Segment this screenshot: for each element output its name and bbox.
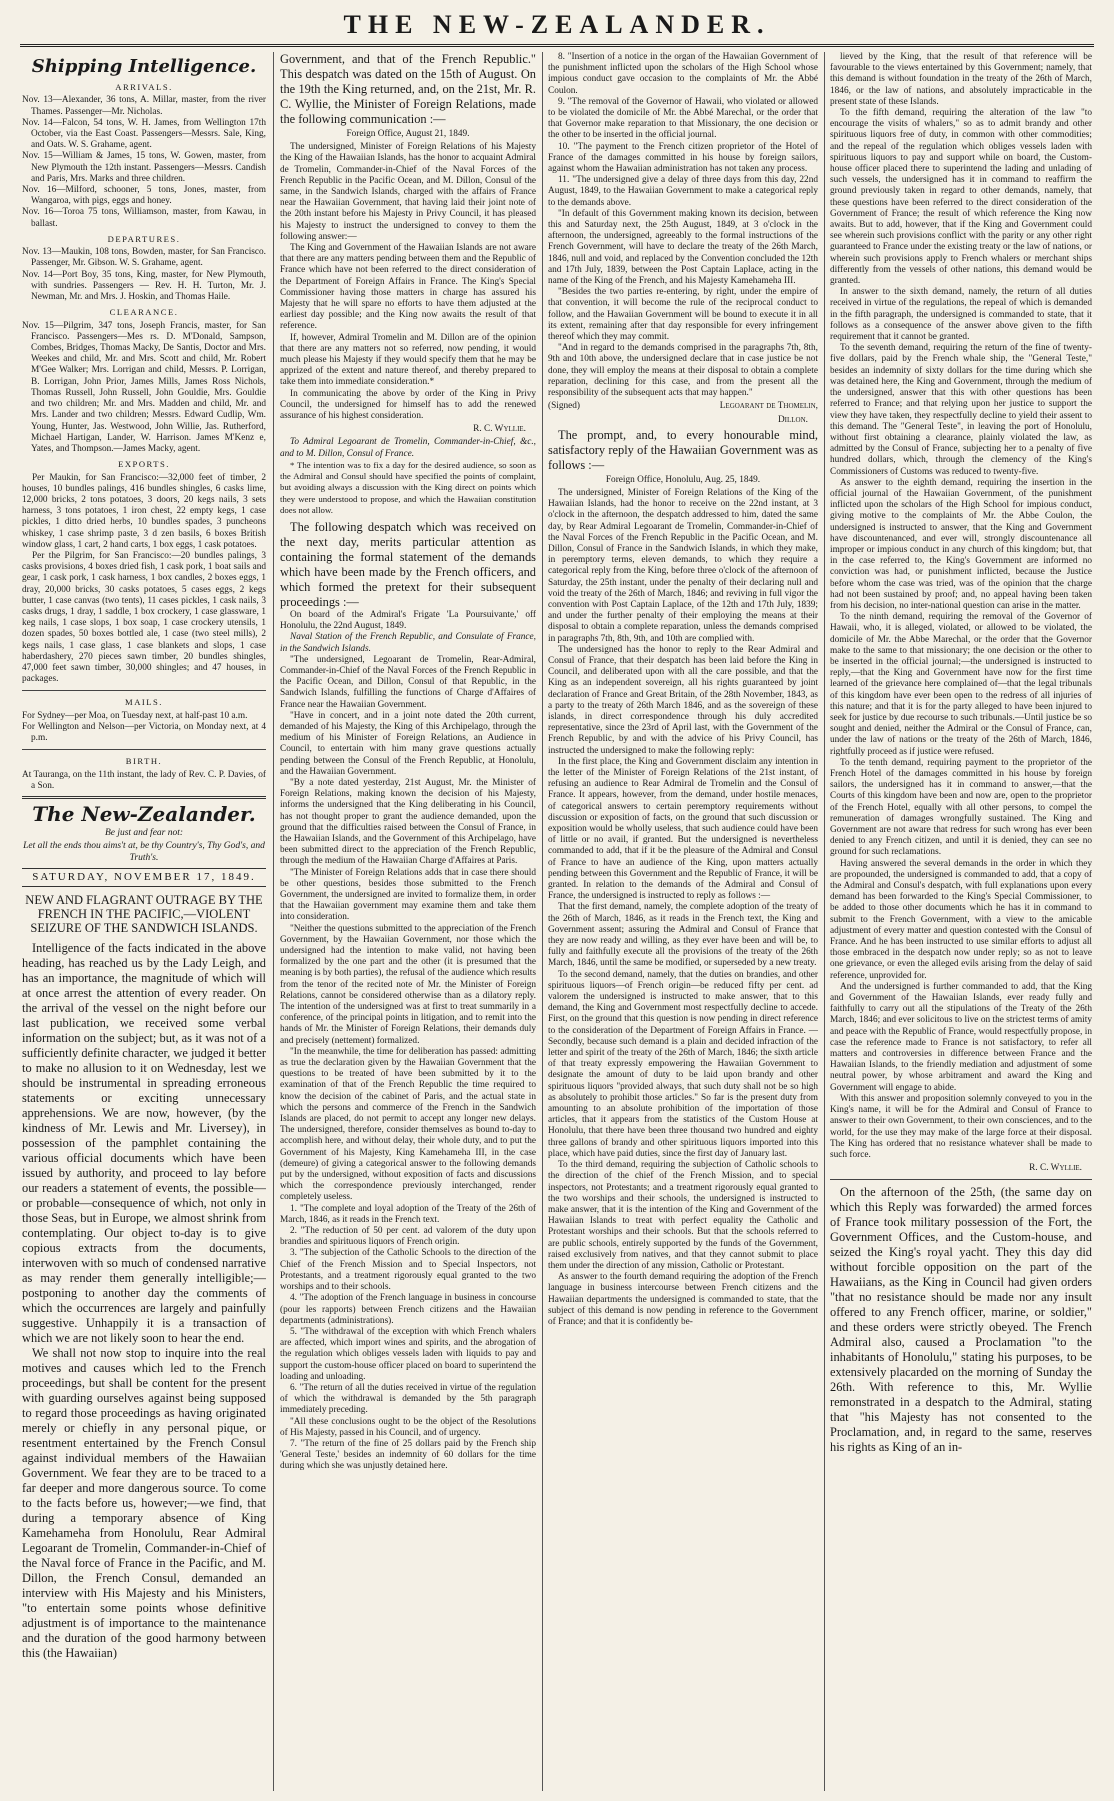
- column-1: [22, 52, 266, 1791]
- letter-2-paragraph-item: "In the meanwhile, the time for deliberation has passed: admitting as true the declaration given by the Hawaiian Government that the questions to be treated of have been submitted by it to the examination of that of the French Republic the time required to know the decision of the cabinet of Paris, and the actual state in which the persons and commerce of the French in the Sandwich Islands are placed, do not permit to accept any longer new delays. The undersigned, therefore, consider themselves as bound to-day to accomplish here, and without delay, their whole duty, and to put the Government of his Majesty, King Kamehameha III, in the case (demeure) of giving a categorical answer to the following demands put by the undersigned, without exposition of facts and discussions which the correspondence previously interchanged, render completely useless.: [280, 1046, 536, 1203]
- letter-2-paragraph-item: 2. "The reduction of 50 per cent. ad valorem of the duty upon brandies and spirituous liquors of French origin.: [280, 1226, 536, 1248]
- letter-3-paragraph-item: To the fifth demand, requiring the alteration of the law "to encourage the visits of whalers," so as to admit brandy and other spirituous liquors free of duty, in common with other commodities; and the repeal of the regulation which obliges vessels laden with spirituous liquors to pay and support while on board, the Custom-house officer placed there to superintend the lading and unlading of such vessels, the undersigned has it in command to reaffirm the ground previously taken in regard to other demands, namely, that these questions have been referred to the direct consideration of the Government of France; the result of which reference the King now awaits. But to add, however, that if the King and Government could see wherein such provisions conflict with the parity or any other right guaranteed to France under the existing treaty or the law of nations, or wherein such provisions apply to French whalers or merchant ships differently from the vessels of other nations, this demand would be granted.: [830, 108, 1092, 287]
- letter-2-paragraph-item: 5. "The withdrawal of the exception with which French whalers are affected, which import wines and spirits, and the abrogation of the regulation which obliges vessels laden with liquids to pay and support the custom-house officer placed on board to superintend the loading and unloading.: [280, 1326, 536, 1382]
- letter-2-paragraph-item: 1. "The complete and loyal adoption of the Treaty of the 26th of March, 1846, as it reads in the French text.: [280, 1203, 536, 1225]
- letter-2-signature-1: Legoarant de Thomelin,: [719, 401, 818, 412]
- column-divider: [273, 52, 274, 1791]
- column-divider: [542, 52, 543, 1791]
- article-paragraph-item: Intelligence of the facts indicated in the above heading, has reached us by the Lady Leigh, and has an importance, the magnitude of which will at once arrest the attention of every reader. On the arrival of the vessel on the night before our last publication, we received some verbal information on the subject; but, as it was not of a sufficiently definite character, we judged it better to make no allusion to it on Wednesday, lest we should be instrumental in spreading erroneous statements or exciting unnecessary apprehensions. We are now, however, (by the kindness of Mr. Lewis and Mr. Liversey), in possession of the pamphlet containing the various official documents which have been issued by authority, and proceed to lay before our readers a statement of events, the possible—or probable—consequence of which, not only in those Seas, but in Europe, we almost shrink from contemplating. Our object to-day is to give copious extracts from the documents, interwoven with so much of condensed narrative as may render them generally intelligible;—postponing to another day the comments of which the occurrences are largely and painfully suggestive. Unhappily it is a transaction of which we are not likely soon to hear the end.: [22, 940, 266, 1345]
- letter-2-paragraph-item: "In default of this Government making known its decision, between this and Saturday next, the 25th August, 1849, at 3 o'clock in the afternoon, the undersigned, agreeably to the formal instructions of the French Government, will have to declare the treaty of the 26th March, 1846, null and void, and replaced by the Convention concluded the 12th and 17th July, 1839, between the Post Captain Laplace, acting in the name of the King of the French, and his Majesty Kamehameha III.: [548, 208, 818, 287]
- closing-paragraph: On the afternoon of the 25th, (the same day on which this Reply was forwarded) the armed forces of France took military possession of the Fort, the Government Offices, and the Custom-house, and seized the King's royal yacht. They this day did without forcible opposition on the part of the Hawaiians, as the King in Council had given orders "that no resistance should be made nor any insult offered to any French officer, marine, or soldier," and these orders were strictly obeyed. The French Admiral also, caused a Proclamation "to the inhabitants of Honolulu," stating his purposes, to be extensively placarded on the morning of Sunday the 26th. With reference to this, Mr. Wyllie remonstrated in a despatch to the Admiral, stating that "his Majesty has not consented to the Proclamation, and, in regard to the same, reserves his rights as King of an in-: [830, 1185, 1092, 1455]
- arrival-item: Nov. 13—Alexander, 36 tons, A. Millar, master, from the river Thames. Passenger—Mr. Nicholas.: [22, 95, 266, 117]
- letter-3-paragraph-item: Having answered the several demands in the order in which they are propounded, the undersigned is commanded to add, that a copy of the Admiral and Consul's despatch, with full explanations upon every demand has been forwarded to the King's Special Commissioner, to be added to those other documents which he has it in command to submit to the French Government, with a view to the amicable adjustment of every matter and question contested with the Consul of France. And he has been instructed to use similar efforts to adjust all those embraced in the despatch now under reply; so as not to leave one grievance, or even the alleged evils arising from the delay of said reference, unprovided for.: [830, 858, 1092, 981]
- letter-2-body: [280, 655, 536, 1473]
- departures-heading: DEPARTURES.: [107, 233, 181, 244]
- arrivals-heading: ARRIVALS.: [115, 82, 173, 92]
- clearance-item: Nov. 15—Pilgrim, 347 tons, Joseph Francis, master, for San Francisco. Passengers—Mes rs. D. M'Donald, Sampson, Combes, Bridges, Thomas Macky, De Santis, Doctor and Mrs. Weekes and child, Mr. and Mrs. Scott and child, Mr. Robert M'Gee Walker; Mrs. Lorrigan and child, Messrs. P. Lorrigan, B. Lorrigan, John Prior, James Mills, James Ross Nichols, Thomas Russell, John Russell, John Gouldie, Mrs. Gouldie and two children; Mr. and Mrs. Madden and child, Mr. and Mrs. Lander and two children; Messrs. Edward Cudlip, Wm. Young, Hunter, Jas. Westwood, John Willie, Jas. Rutherford, Michael Hartigan, Lander, W. Harrison. James M'Kenz e, Yates, and Thompson.—James Macky, agent.: [22, 320, 266, 454]
- column-divider: [824, 52, 825, 1791]
- letter-3-paragraph-item: As answer to the eighth demand, requiring the insertion in the official journal of the Hawaiian Government, of the punishment inflicted upon the scholars of the High School for impious conduct, giving motive to the complaints of Mr. the Abbe Coulon, the undersigned is instructed to answer, that the King and Government have discountenanced, and ever will, strongly discountenance all improper or impious conduct in any church of this kingdom; but, that in the case referred to, the King's Government are informed no conviction was had, or punishment inflicted, because the Justice before whom the case was tried, was of the opinion that the charge had not been sustained by proof; and, no appeal having been taken from his decision, no inter-national question can arise in the matter.: [830, 477, 1092, 611]
- letter-1-heading: Foreign Office, August 21, 1849.: [346, 129, 470, 139]
- mail-item: For Wellington and Nelson—per Victoria, on Monday next, at 4 p.m.: [22, 721, 266, 744]
- letter-1-paragraph-item: In communicating the above by order of the King in Privy Council, the undersigned for himself has to add the renewed assurance of his highest consideration.: [280, 388, 536, 422]
- clearance-list: [22, 321, 266, 455]
- exports-list: [22, 473, 266, 686]
- letter-2-paragraph-item: "And in regard to the demands comprised in the paragraphs 7th, 8th, 9th and 10th above, the undersigned declare that in case justice be not done, they will employ the means at their disposal to obtain a complete reparation, declining for this case, and from the present all the responsibility of the subsequent acts that may happen.": [548, 343, 818, 399]
- letter-1-paragraph-item: The undersigned, Minister of Foreign Relations of his Majesty the King of the Hawaiian Islands, has the honor to acquaint Admiral de Tromelin, Commander-in-Chief of the Naval Forces of the French Republic in the Pacific Ocean, and M. Dillon, Consul of the same, in the Sandwich Islands, charged with the affairs of France near the Hawaiian Government, that having laid their joint note of the 20th instant before his Majesty in Privy Council, it has pleased his Majesty to instruct the undersigned to convey to them the following answer:—: [280, 142, 536, 242]
- paper-title: The New-Zealander.: [32, 802, 256, 827]
- letter-2-intro: On board of the Admiral's Frigate 'La Poursuivante,' off Honolulu, the 22nd August, 1849.: [280, 609, 536, 632]
- letter-2-paragraph-item: 4. "The adoption of the French language in business in concourse (pour les rapports) between French citizens and the Hawaiian departments (administrations).: [280, 1293, 536, 1326]
- letter-2-paragraph-item: 6. "The return of all the duties received in virtue of the regulation of which the withdrawal is demanded by the 5th paragraph immediately preceding.: [280, 1382, 536, 1416]
- letter-3-paragraph-item: That the first demand, namely, the complete adoption of the treaty of the 26th of March, 1846, as it reads in the French text, the King and Government assent; assuring the Admiral and Consul of France that they are now ready and willing, as they ever have been and will be, to fully and faithfully execute all the provisions of the treaty of the 26th March, 1846, until the same be modified, or superseded by a new treaty.: [548, 902, 818, 969]
- letter-3-paragraph-item: In the first place, the King and Government disclaim any intention in the letter of the Minister of Foreign Relations of the 21st instant, of refusing an audience to Rear Admiral de Tromelin and the Consul of France. It appears, however, from the demand, under hostile menaces, of categorical answers to certain peremptory requirements without discussion or exposition of facts, on the ground that such discussion or exposition would be wholly useless, that such audience could have been of little or no avail, if granted. But the undersigned is nevertheless commanded to add, that if it be the pleasure of the Admiral and Consul of France to have an audience of the King, upon matters actually pending between this Government and the Republic of France, it will be granted. In relation to the demands of the Admiral and Consul of France, the undersigned is instructed to reply as follows :—: [548, 756, 818, 902]
- column-4: [830, 52, 1092, 1791]
- letter-2-paragraph-item: "Have in concert, and in a joint note dated the 20th current, demanded of his Majesty, the King of this Archipelago, through the medium of his Minister of Foreign Relations, an Audience in Council, to entertain with him many grave questions actually pending between the Consul of the French Republic, at Honolulu, and the Hawaiian Government.: [280, 710, 536, 777]
- export-item: Per Maukin, for San Francisco:—32,000 feet of timber, 2 houses, 10 bundles palings, 416 bundles shingles, 6 casks lime, 12,000 bricks, 2 tons potatoes, 3 doors, 20 kegs nails, 3 sets harness, 3 tons potatoes, 1 iron chest, 22 empty kegs, 1 case pickles, 1 ditto dried herbs, 10 bundles spades, 3 puncheons whiskey, 1 case shrimp paste, 3 d zen basils, 6 boxes British window glass, 1 cart, 2 hand carts, 1 box eggs, 1 cask potatoes.: [22, 472, 266, 550]
- mails-heading: MAILS.: [125, 697, 163, 708]
- arrival-item: Nov. 16—Toroa 75 tons, Williamson, master, from Kawau, in ballast.: [22, 207, 266, 229]
- shipping-title: Shipping Intelligence.: [31, 56, 257, 77]
- letter-2-heading: Naval Station of the French Republic, and Consulate of France, in the Sandwich Islands.: [280, 632, 536, 654]
- letter-3-continued: [830, 52, 1092, 1161]
- letter-2-paragraph-item: "The undersigned, Legoarant de Tromelin, Rear-Admiral, Commander-in-Chief of the Naval Forces of the French Republic in the Pacific Ocean, and Dillon, Consul of that Republic, in the Sandwich Islands, fulfilling the functions of Charge d'Affaires of France near the Hawaiian Government.: [280, 654, 536, 710]
- birth-heading: BIRTH.: [125, 756, 163, 767]
- arrival-item: Nov. 15—William & James, 15 tons, W. Gowen, master, from New Plymouth the 12th instant. Passengers—Messrs. Candish and Paris, Mrs. Marks and three children.: [22, 151, 266, 184]
- letter-2-paragraph-item: 3. "The subjection of the Catholic Schools to the direction of the Chief of the French Mission and to Special Inspectors, not Protestants, and a treatment rigorously equal granted to the two worships and to their schools.: [280, 1248, 536, 1293]
- letter-3-heading: Foreign Office, Honolulu, Aug. 25, 1849.: [605, 474, 761, 485]
- arrivals-list: [22, 95, 266, 229]
- masthead-rule: [20, 44, 1094, 47]
- letter-3-paragraph-item: lieved by the King, that the result of that reference will be favourable to the views entertained by this Government; namely, that this demand is without foundation in the treaty of the 26th of March, 1846, or the law of nations, and absolutely impracticable in the present state of these Islands.: [830, 52, 1092, 107]
- divider: [22, 796, 266, 799]
- letter-1-body: [280, 142, 536, 422]
- intro-paragraph: Government, and that of the French Republic." This despatch was dated on the 15th of August. On the 19th the King returned, and, on the 21st, Mr. R. C. Wyllie, the Minister of Foreign Relations, made the following communication :—: [280, 52, 536, 126]
- mail-item: For Sydney—per Moa, on Tuesday next, at half-past 10 a.m.: [22, 710, 248, 721]
- departure-item: Nov. 13—Maukin, 108 tons, Bowden, master, for San Francisco. Passenger, Mr. Gibson. W. S. Grahame, agent.: [22, 247, 266, 269]
- article-headline: NEW AND FLAGRANT OUTRAGE BY THE FRENCH IN THE PACIFIC,—VIOLENT SEIZURE OF THE SANDWICH ISLANDS.: [25, 892, 263, 935]
- letter-3-paragraph-item: To the ninth demand, requiring the removal of the Governor of Hawaii, who, it is alleged, violated, or allowed to be violated, the domicile of Mr. the Abbe Marechal, or the order that the Governor make to the same to that missionary; the one decision or the other to be inserted in the official journal;—the undersigned is instructed to reply,—that the King and Government have now for the first time learned of the grievance here complained of—that the legal tribunals of this kingdom have ever been open to the redress of all injuries of this nature; and that it is for the party alleged to have been injured to seek for justice by due recourse to such tribunals.—Until justice be so sought and denied, neither the Admiral or the Consul of France, can, under the law of nations or the treaty of the 26th of March, 1846, rightfully proceed as if justice were refused.: [830, 612, 1092, 757]
- divider: [830, 1179, 1092, 1180]
- letter-3-paragraph-item: The undersigned has the honor to reply to the Rear Admiral and Consul of France, that their despatch has been laid before the King in Council, and deliberated upon with all the care possible, and that the King as an independent sovereign, all his rights guaranteed by joint declaration of France and Great Britain, of the 28th November, 1843, as a party to the treaty of 26th March 1846, and as the sovereign of these islands, in direct correspondence through his duly accredited representative, since the 23rd of April last, with the Government of the French Republic, by and with the advice of his Privy Council, has instructed the undersigned to make the following reply:: [548, 644, 818, 756]
- arrival-item: Nov. 16—Milford, schooner, 5 tons, Jones, master, from Wangaroa, with pigs, eggs and honey.: [22, 185, 266, 207]
- letter-2-paragraph-item: 8. "Insertion of a notice in the organ of the Hawaiian Government of the punishment inflicted upon the scholars of the High School whose impious conduct gave occasion to the complaints of Mr. the Abbé Coulon.: [548, 52, 818, 96]
- letter-1-signature: R. C. Wyllie.: [473, 424, 526, 435]
- letter-2-paragraph-item: 7. "The return of the fine of 25 dollars paid by the French ship 'General Teste,' besides an indemnity of 60 dollars for the time during which she was unjustly detained here.: [280, 1438, 536, 1472]
- letter-3-paragraph-item: As answer to the fourth demand requiring the adoption of the French language in business intercourse between French citizens and the Hawaiian departments the undersigned is commanded to state, that the subject of this demand is now pending in reference to the Government of France; and that it is confidently be-: [548, 1272, 818, 1327]
- issue-date: SATURDAY, NOVEMBER 17, 1849.: [22, 868, 266, 886]
- motto-line-1: Be just and fear not:: [104, 828, 184, 839]
- letter-2-continued: [548, 52, 818, 399]
- letter-3-body: [548, 488, 818, 1328]
- letter-2-paragraph-item: "The Minister of Foreign Relations adds that in case there should be other questions, besides those submitted to the French Government, the undersigned are invited to formalize them, in order that the Hawaiian government may examine them and take them into consideration.: [280, 867, 536, 923]
- arrival-item: Nov. 14—Falcon, 54 tons, W. H. James, from Wellington 17th October, via the East Coast. Passengers—Messrs. Sale, King, and Oats. W. S. Grahame, agent.: [22, 117, 266, 151]
- departure-item: Nov. 14—Port Boy, 35 tons, King, master, for New Plymouth, with sundries. Passengers — Rev. H. H. Turton, Mr. J. Newman, Mr. and Mrs. J. Hoskin, and Thomas Haile.: [22, 269, 266, 303]
- letter-3-paragraph-item: The undersigned, Minister of Foreign Relations of the King of the Hawaiian Islands, had the honor to receive on the 22nd instant, at 3 o'clock in the afternoon, the despatch addressed to him, dated the same day, by Rear Admiral Legoarant de Tromelin, Commander-in-Chief of the Naval Forces of the French Republic in the Pacific Ocean, and M. Dillon, Consul of France in the Sandwich Islands, in which they make, in peremptory terms, eleven demands, to which they require a categorical reply from the King, before three o'clock of the afternoon of Saturday, the 25th instant, under the penalty of their declaring null and void the treaty of the 26th of March, 1846; and reviving in full vigor the convention with Post Captain Laplace, of the 12th and 17th July, 1839; and under the further penalty of their employing the means at their disposal to obtain a complete reparation, unless the demands comprised in paragraphs 7th, 8th, 9th, and 10th are complied with.: [548, 487, 818, 644]
- letter-2-paragraph-item: "Neither the questions submitted to the appreciation of the French Government, by the Hawaiian Government, nor those which the undersigned had the intention to make valid, not having been formalized by the one part and the other (it is presumed that the meaning is by both parties), the refusal of the audience which results from the tenor of the recited note of Mr. the Minister of Foreign Relations, cannot be considered otherwise than as a dilatory reply. The intention of the undersigned was at first to treat summarily in a conference, of the principal points in litigation, and to remit into the hands of Mr. the Minister of Foreign Relations, their demands duly and precisely (nettement) formalized.: [280, 923, 536, 1046]
- letter-2-paragraph-item: 10. "The payment to the French citizen proprietor of the Hotel of France of the damages committed in his house by foreign sailors, against whom the Hawaiian administration has not taken any process.: [548, 141, 818, 175]
- exports-heading: EXPORTS.: [118, 459, 170, 470]
- column-2: [280, 52, 536, 1791]
- article-paragraph-item: We shall not now stop to inquire into the real motives and causes which led to the French proceedings, but shall be content for the present with guarding ourselves against being supposed to regard those proceedings as having originated merely or chiefly in any personal pique, or resentment entertained by the French Consul against individual members of the Hawaiian Government. We fear they are to be traced to a far deeper and more dangerous source. To come to the facts before us, however;—we find, that during a temporary absence of King Kamehameha from Honolulu, Rear Admiral Legoarant de Tromelin, Commander-in-Chief of the Naval force of France in the Pacific, and M. Dillon, the French Consul, demanded an interview with His Majesty and his Ministers, "to entertain some points whose definitive adjustment is of importance to the maintenance and the duration of the good harmony between this (the Hawaiian): [22, 1345, 266, 1660]
- letter-2-paragraph-item: "All these conclusions ought to be the object of the Resolutions of His Majesty, passed in his Council, and of urgency.: [280, 1416, 536, 1438]
- paragraph-2: The following despatch which was received on the next day, merits particular attention as containing the formal statement of the demands which have been made by the French officers, and which formed the pretext for their subsequent proceedings :—: [280, 519, 536, 609]
- letter-2-paragraph-item: "Besides the two parties re-entering, by right, under the empire of that convention, it will become the rule of the reciprocal conduct to follow, and the Hawaiian Government will be bound to execute it in all its extent, remaining after that day responsible for every infringement thereof which they may commit.: [548, 287, 818, 343]
- letter-3-paragraph-item: To the third demand, requiring the subjection of Catholic schools to the direction of the chief of the French Mission, and to special inspectors, not Protestants; and a treatment rigorously equal granted to the two worships and their schools, the undersigned is instructed to make answer, that it is the intention of the King and Government of the Hawaiian Islands to treat with perfect equality the Catholic and Protestant worships and their schools. But that the schools referred to are public schools, entirely supported by the funds of the Government, raised exclusively from natives, and that they cannot submit to place them under the direction of any mission, Catholic or Protestant.: [548, 1160, 818, 1271]
- letter-2-signed: (Signed): [548, 401, 581, 412]
- letter-3-paragraph-item: To the seventh demand, requiring the return of the fine of twenty-five dollars, paid by the French whale ship, the "General Teste," besides an indemnity of sixty dollars for the time during which she was detained here, the King and Government, through the medium of the undersigned, answer that this with other questions has been referred to France; and that relying upon her justice to support the view they have taken, they respectfully decline to yield their assent to this demand. The "General Teste", in leaving the port of Honolulu, without first obtaining a clearance, plainly violated the law, as admitted by the Consul of France, subjecting her to a penalty of five hundred dollars, which, through the clemency of the King's Commissioners of Customs was reduced to twenty-five.: [830, 343, 1092, 477]
- motto-line-2: Let all the ends thou aims't at, be thy Country's, Thy God's, and Truth's.: [23, 840, 265, 864]
- letter-2-paragraph-item: 9. "The removal of the Governor of Hawaii, who violated or allowed to be violated the domicile of Mr. the Abbé Marechal, or the order that that Governor make reparation to that Missionary, the one decision or the other to be inserted in the official journal.: [548, 96, 818, 141]
- letter-3-signature: R. C. Wyllie.: [1029, 1163, 1082, 1174]
- footnote: * The intention was to fix a day for the desired audience, so soon as the Admiral and Consul should have specified the points of complaint, but avoiding always a discussion with the King direct on points which they were understood to propose, and which the Hawaiian constitution does not allow.: [280, 459, 536, 515]
- departures-list: [22, 247, 266, 303]
- mails-list: [22, 711, 266, 745]
- letter-3-paragraph-item: With this answer and proposition solemnly conveyed to you in the King's name, it will be for the Admiral and Consul of France to answer to their own Government, to their own consciences, and to the world, for the use they may make of the large force at their disposal. The King has ordered that no resistance whatever shall be made to such force.: [830, 1093, 1092, 1160]
- letter-2-signature-2: Dillon.: [777, 414, 808, 425]
- letter-3-paragraph-item: And the undersigned is further commanded to add, that the King and Government of the Hawaiian Islands, ever ready fully and faithfully to carry out all the stipulations of the Treaty of the 26th March, 1846; and ever solicitous to live on the strictest terms of amity and peace with the Republic of France, would respectfully propose, in case the reference made to France is not satisfactory, to refer all matters and controversies in difference between France and the Hawaiian Islands, to the friendly mediation and adjustment of some neutral power, by whose arbitrament and award the King and Government will engage to abide.: [830, 981, 1092, 1093]
- birth-notice: At Tauranga, on the 11th instant, the lady of Rev. C. P. Davies, of a Son.: [22, 769, 266, 791]
- paragraph-3: The prompt, and, to every honourable mind, satisfactory reply of the Hawaiian Government was as follows :—: [548, 427, 818, 472]
- column-3: [548, 52, 818, 1791]
- letter-2-paragraph-item: 11. "The undersigned give a delay of three days from this day, 22nd August, 1849, to the Hawaiian Government to make a categorical reply to the demands above.: [548, 175, 818, 208]
- letter-3-paragraph-item: To the second demand, namely, that the duties on brandies, and other spirituous liquors—of French origin—be reduced fifty per cent. ad valorem the undersigned is instructed to make answer, that to this demand, the King and Government most respectfully decline to accede. First, on the ground that this question is now pending in direct reference to the consideration of the Department of Foreign Affairs in France. —Secondly, because such demand is a plain and decided infraction of the letter and spirit of the treaty of the 26th of March, 1846; the sixth article of that treaty expressly empowering the Hawaiian Government to designate the amount of duty to be laid upon brandy and other spirituous liquors "provided always, that such duty shall not be so high as absolutely to prohibit those articles." So far is the present duty from amounting to an absolute prohibition of the importation of those articles, that it appears from the statistics of the Custom House at Honolulu, that there have been three thousand two hundred and eighty three gallons of brandy and other spirituous liquors imported into this place, which have paid duties, since the first day of January last.: [548, 969, 818, 1159]
- divider: [22, 690, 266, 691]
- letter-3-paragraph-item: In answer to the sixth demand, namely, the return of all duties received in virtue of the regulations, the repeal of which is demanded in the fifth paragraph, the undersigned is commanded to state, that it follows as a consequence of the answer above given to the fifth requirement that it cannot be granted.: [830, 287, 1092, 343]
- letter-1-recipient: To Admiral Legoarant de Tromelin, Commander-in-Chief, &c., and to M. Dillon, Consul of France.: [280, 437, 536, 459]
- letter-3-paragraph-item: To the tenth demand, requiring payment to the proprietor of the French Hotel of the damages committed in his house by foreign sailors, the undersigned has it in command to answer,—that the Courts of this kingdom have been and now are, open to the proprietor of the French Hotel, equally with all other persons, to compel the remuneration of damages wrongfully sustained. The King and Government are not aware that redress for such wrong has ever been denied to any French citizen, and until it is denied, they can see no ground for such reclamations.: [830, 757, 1092, 858]
- export-item: Per the Pilgrim, for San Francisco:—20 bundles palings, 3 casks provisions, 4 boxes dried fish, 1 cask pork, 1 boat sails and gear, 1 cask pork, 1 cask harness, 1 box candles, 2 boxes eggs, 1 dray, 20,000 bricks, 30 casks potatoes, 5 cases eggs, 2 kegs butter, 1 case canvas (two tents), 11 cases pickles, 1 cask nails, 3 casks drugs, 1 dray, 1 saddle, 1 box crockery, 1 case glassware, 1 keg nails, 1 case slops, 1 box soap, 1 case crockery utensils, 1 dozen spades, 50 boxes bottled ale, 1 case (two steel mills), 2 kegs nails, 1 case glass, 1 case blankets and slops, 1 case haberdashery, 270 pieces sawn timber, 20 bundles shingles, 47,000 feet sawn timber, 30,000 shingles; and 47 houses, in packages.: [22, 550, 266, 685]
- clearance-heading: CLEARANCE.: [109, 307, 179, 318]
- divider: [22, 749, 266, 750]
- letter-1-paragraph-item: If, however, Admiral Tromelin and M. Dillon are of the opinion that there are any matters not so referred, now pending, it would much please his Majesty if they would specify them that he may be apprized of the extent and nature thereof, and thereby prepared to take them into immediate consideration.*: [280, 332, 536, 388]
- article-body: [22, 941, 266, 1661]
- masthead: THE NEW-ZEALANDER.: [343, 10, 771, 39]
- letter-1-paragraph-item: The King and Government of the Hawaiian Islands are not aware that there are any matters pending between them and the Republic of France which have not been referred to the direct consideration of the Department of Foreign Affairs in France. The King's Special Commissioner having those matters in charge has assured his Majesty that he will spare no efforts to have them adjusted at the earliest day possible; and the King now awaits the result of that reference.: [280, 243, 536, 332]
- letter-2-paragraph-item: "By a note dated yesterday, 21st August, Mr. the Minister of Foreign Relations, making known the decision of his Majesty, informs the undersigned that the King deliberating in his Council, has not thought proper to grant the audience demanded, upon the ground that the difficulties raised between the Consul of France, in the Hawaiian Islands, and the Government of this Archipelago, have been submitted direct to the appreciation of the French Republic, through the medium of the Hawaiian Charge d'Affaires at Paris.: [280, 777, 536, 867]
